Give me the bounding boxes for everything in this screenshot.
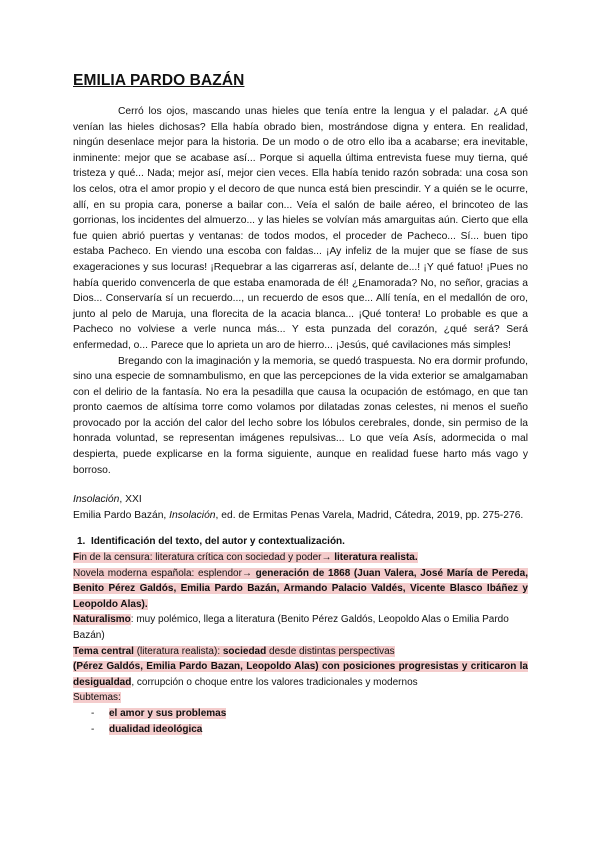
document-page bbox=[73, 72, 528, 737]
note-text: in de la censura: literatura crítica con sociedad y poder bbox=[79, 552, 322, 564]
citation-work-title-2: Insolación bbox=[169, 509, 216, 521]
dash-bullet-icon: - bbox=[91, 723, 95, 735]
note-line-naturalismo bbox=[73, 612, 528, 643]
subtema-text: el amor y sus problemas bbox=[109, 707, 227, 719]
citation-work-line bbox=[73, 492, 528, 508]
subtema-text: dualidad ideológica bbox=[109, 723, 203, 735]
note-line-autores bbox=[73, 659, 528, 690]
note-line-censura bbox=[73, 550, 528, 566]
note-bold: sociedad bbox=[222, 645, 267, 657]
subtemas-label bbox=[73, 690, 528, 706]
arrow-icon: → bbox=[321, 552, 335, 564]
note-text: Novela moderna española: esplendor bbox=[73, 567, 242, 579]
note-line-novela bbox=[73, 566, 528, 613]
page-title: EMILIA PARDO BAZÁN bbox=[73, 72, 245, 89]
excerpt-paragraph-2: Bregando con la imaginación y la memoria, se quedó traspuesta. No era dormir profundo, sino una especie de somnambulismo, en que las percepciones de la vida exterior se amalgamaban con el delirio de la fantasía. No era la pesadilla que causa la ocupación de estómago, en que tan pronto caemos de altísima torre como volamos por dilatadas zonas celestes, ni menos el sueño provocado por la acción del calor del lecho sobre los lóbulos cerebrales, donde, sin permiso de la honrada voluntad, se representan imágenes repulsivas... Lo que veía Asís, adormecida o mal despierta, puede explicarse en la forma siguiente, aunque en realidad fuese harto más vago y borroso. bbox=[73, 355, 528, 476]
note-line-tema bbox=[73, 644, 528, 660]
section-heading-text: Identificación del texto, del autor y contextualización. bbox=[91, 536, 345, 548]
excerpt-paragraph-1: Cerró los ojos, mascando unas hieles que tenía entre la lengua y el paladar. ¿A qué venían las hieles dichosas? Ella había obrado bien, mostrándose digna y entera. En realidad, ningún desenlace mejor para la historia. De un modo o de otro ello iba a acabarse; era inevitable, inminente: mejor que se acabase así... Porque si aquella última entrevista fuese muy tierna, qué tristeza y qué... Nada; mejor así, mejor cien veces. Ella había tenido razón sobrada: una cosa son los celos, otra el amor propio y el decoro de que nunca está bien prescindir. Y a quién se le ocurre, allí, en su propia cara, ponerse a bailar con... Veía el salón de baile aéreo, el brincoteo de las gorrionas, los incidentes del almuerzo... y las hieles se volvían más amarguitas aún. Cierto que ella fue quien abrió puertas y ventanas: de todos modos, el proceder de Pacheco... Sí... buen tipo estaba Pacheco. En viendo una escoba con faldas... ¡Ay infeliz de la mujer que se fíase de sus exageraciones y sus locuras! ¡Requebrar a las cigarreras así, delante de...! ¡Y qué fatuo! ¡Pues no había querido convencerla de que estaba enamorada de él! ¿Enamorada? No, no señor, gracias a Dios... Conservaría sí un recuerdo..., un recuerdo de esos que... Allí tenía, en el medallón de oro, junto al pelo de Maruja, una florecita de la acacia blanca... ¡Qué tontera! Lo probable es que a Pacheco no volviese a verle nunca más... Y esta punzada del corazón, ¿qué será? Será enfermedad, o... Parece que lo aprieta un aro de hierro... ¡Jesús, qué cavilaciones más simples! bbox=[73, 106, 528, 351]
note-bold: Tema central bbox=[73, 645, 134, 657]
subtemas-list bbox=[73, 706, 528, 737]
arrow-icon: → bbox=[241, 567, 256, 579]
note-bold: generación de 1868 (Juan Valera, José María de Pereda, Benito Pérez Galdós, Emilia Pardo Bazán, Armando Palacio Valdés, Vicente Blasco Ibáñez y Leopoldo Alas). bbox=[73, 567, 528, 610]
note-bold: (Pérez Galdós, Emilia Pardo Bazan, Leopoldo Alas) con posiciones progresistas y criticaron la desigualdad bbox=[73, 661, 528, 688]
note-bold: Naturalismo bbox=[73, 614, 131, 626]
dash-bullet-icon: - bbox=[91, 707, 95, 719]
analysis-section bbox=[73, 534, 528, 737]
citation-chapter: , XXI bbox=[119, 494, 142, 506]
citation-work-title: Insolación bbox=[73, 494, 120, 506]
citation-author: Emilia Pardo Bazán, bbox=[73, 509, 170, 521]
note-text: desde distintas perspectivas bbox=[266, 645, 395, 657]
note-bold-initial: F bbox=[73, 552, 80, 564]
subtemas-label-text: Subtemas: bbox=[73, 692, 121, 704]
citation-edition: , ed. de Ermitas Penas Varela, Madrid, Cátedra, 2019, pp. 275-276. bbox=[215, 509, 524, 521]
section-heading bbox=[77, 534, 528, 550]
note-text: (literatura realista): bbox=[133, 645, 223, 657]
section-number: 1. bbox=[77, 536, 86, 548]
list-item bbox=[91, 706, 528, 722]
citation-edition-line bbox=[73, 508, 528, 524]
list-item bbox=[91, 722, 528, 738]
note-text: , corrupción o choque entre los valores tradicionales y modernos bbox=[131, 676, 418, 688]
source-citation bbox=[73, 492, 528, 523]
note-text: : muy polémico, llega a literatura (Benito Pérez Galdós, Leopoldo Alas o Emilia Pardo Bazán) bbox=[73, 614, 509, 641]
note-bold: literatura realista. bbox=[334, 552, 418, 564]
